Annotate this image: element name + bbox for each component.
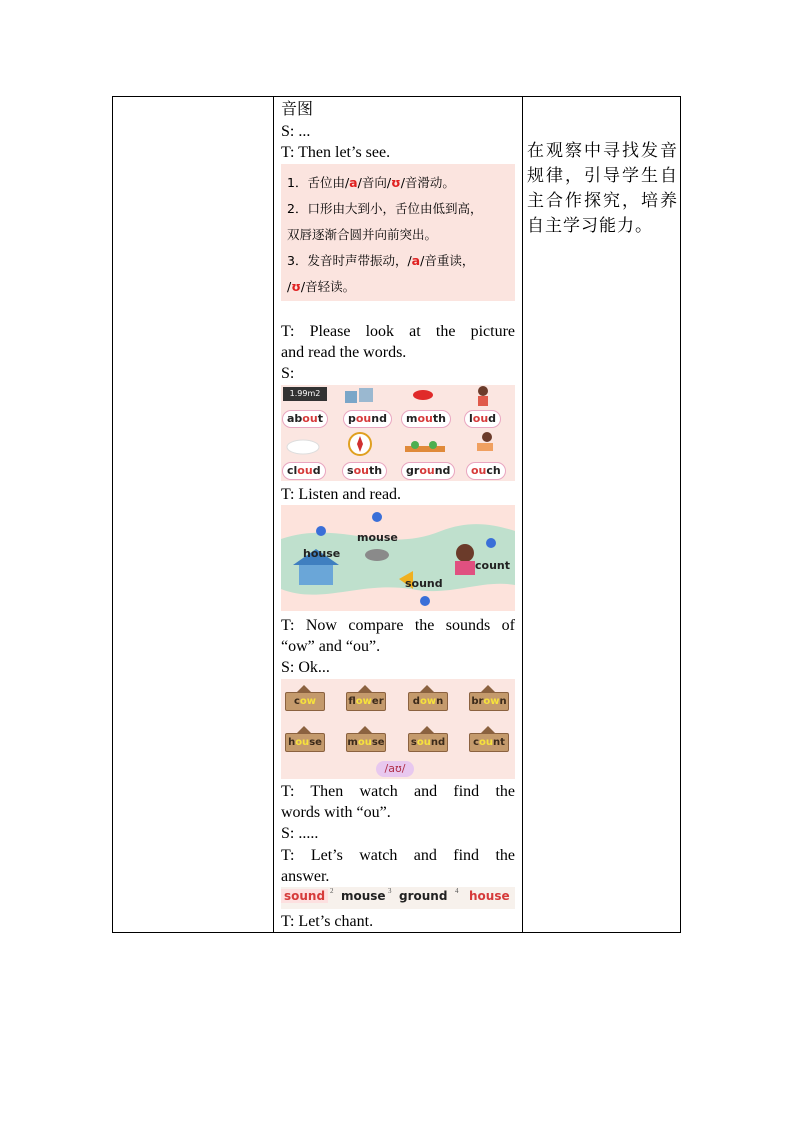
boy-fallen-icon [473, 431, 497, 455]
text-line: words with “ou”. [281, 804, 391, 821]
rule-2a: 2．口形由大到小，舌位由低到高， [287, 201, 483, 216]
word-ground: ground [401, 462, 455, 480]
word-cloud: cloud [282, 462, 326, 480]
text-line: T: Listen and read. [281, 486, 402, 503]
word-loud: loud [464, 410, 501, 428]
answer-number: 2 [330, 887, 334, 895]
column-divider-2 [522, 97, 523, 932]
rule-3: 3．发音时声带振动，/a/音重读， [287, 253, 475, 268]
compare-panel [281, 679, 515, 779]
answer-house: house [469, 889, 510, 903]
text-line: T: Then watch and find the [281, 783, 515, 800]
word-ouch: ouch [466, 462, 506, 480]
girl-shouting-icon [473, 385, 493, 407]
words-panel [281, 385, 515, 481]
pronunciation-rules-box [281, 164, 515, 301]
sign-cow: cow [285, 692, 325, 711]
lesson-table [112, 96, 681, 933]
word-pound: pound [343, 410, 392, 428]
answer-strip [281, 887, 515, 909]
answer-ground: ground [399, 889, 448, 903]
lips-icon [411, 387, 435, 403]
answer-mouse: mouse [341, 889, 386, 903]
text-line: “ow” and “ou”. [281, 638, 381, 655]
text-line: S: ..... [281, 825, 319, 842]
text-line: and read the words. [281, 344, 407, 361]
ground-plants-icon [405, 439, 445, 453]
text-line: 音图 [281, 101, 314, 118]
text-line: T: Please look at the picture [281, 323, 515, 340]
answer-number: 3 [388, 887, 392, 895]
sign-house: house [285, 733, 325, 752]
text-line: T: Let’s watch and find the [281, 847, 515, 864]
sign-down: down [408, 692, 448, 711]
text-line: answer. [281, 868, 330, 885]
word-south: south [342, 462, 387, 480]
sign-count: count [469, 733, 509, 752]
answer-number: 4 [455, 887, 459, 895]
listen-panel [281, 505, 515, 611]
label-sound: sound [405, 577, 443, 590]
teaching-process-column [281, 97, 516, 932]
text-line: T: Let’s chant. [281, 913, 374, 930]
rule-2b: 双唇逐渐合圆并向前突出。 [287, 227, 438, 242]
rule-4: /ʊ/音轻读。 [287, 279, 356, 294]
sign-brown: brown [469, 692, 509, 711]
label-count: count [475, 559, 510, 572]
rule-1: 1．舌位由/a/音向/ʊ/音滑动。 [287, 175, 455, 190]
cloud-icon [285, 435, 321, 455]
text-line: T: Now compare the sounds of [281, 617, 515, 634]
phonetic-badge: /aʊ/ [376, 761, 414, 777]
sign-flower: flower [346, 692, 386, 711]
sign-sound: sound [408, 733, 448, 752]
label-mouse: mouse [357, 531, 398, 544]
answer-sound: sound [281, 889, 328, 903]
word-mouth: mouth [401, 410, 451, 428]
label-house: house [303, 547, 341, 560]
text-line: S: Ok... [281, 659, 330, 676]
compass-icon [347, 431, 373, 457]
price-sign: 1.99m2 [283, 387, 327, 401]
design-intent-text: 在观察中寻找发音规律，引导学生自主合作探究，培养自主学习能力。 [527, 141, 678, 236]
puzzle-pieces-icon [341, 385, 381, 407]
text-line: S: [281, 365, 295, 382]
column-divider-1 [273, 97, 274, 932]
text-line: T: Then let’s see. [281, 144, 391, 161]
word-about: about [282, 410, 328, 428]
text-line: S: ... [281, 123, 311, 140]
sign-mouse: mouse [346, 733, 386, 752]
